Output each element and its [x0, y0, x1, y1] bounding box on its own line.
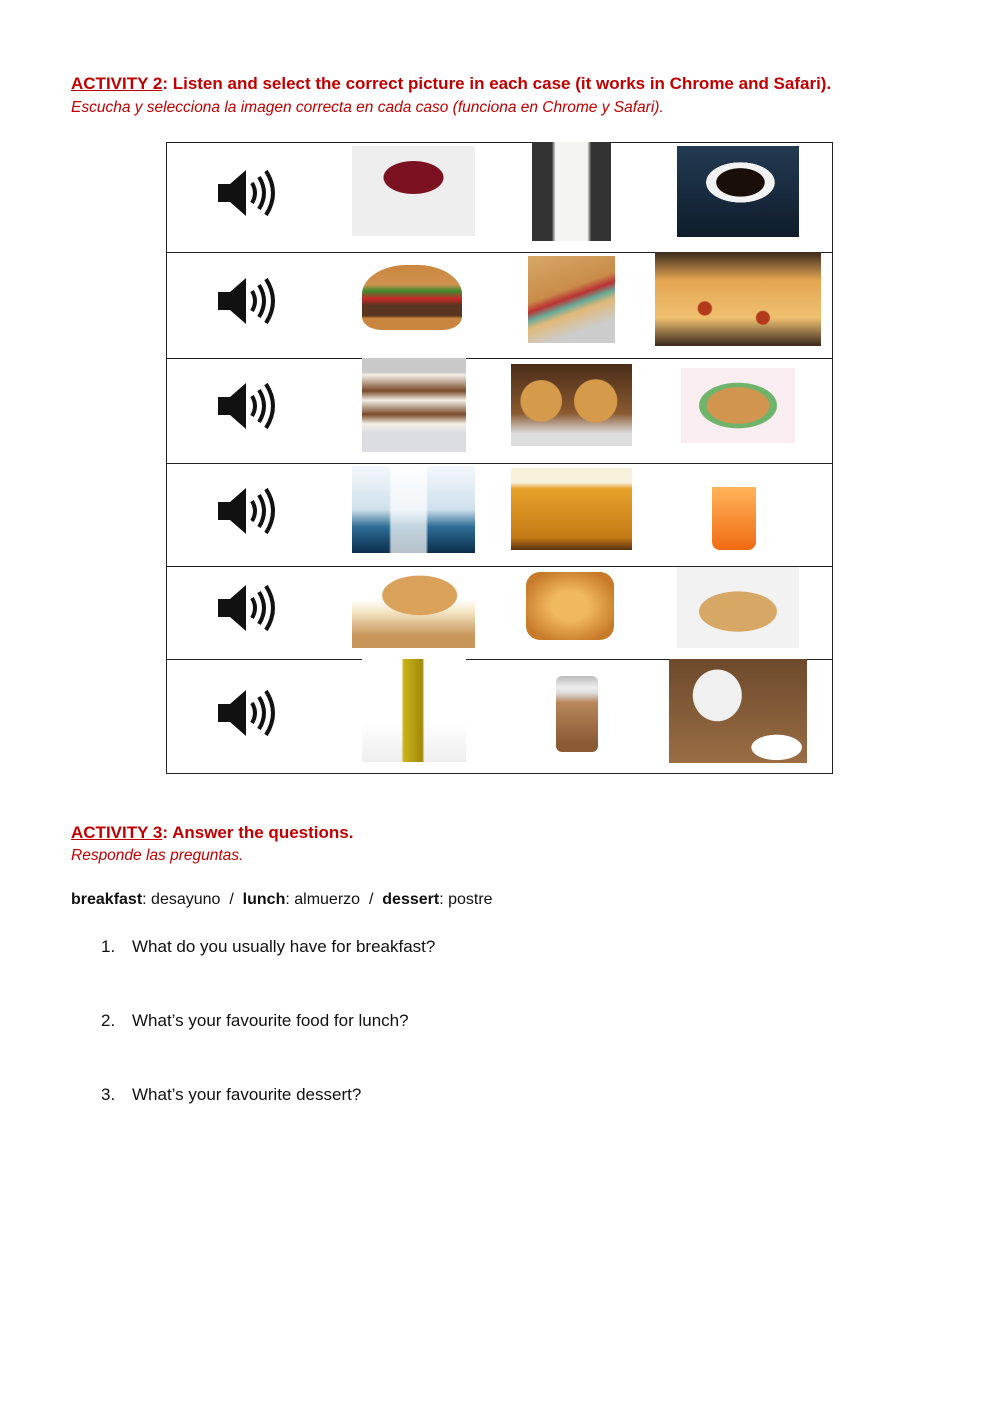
row-divider — [166, 358, 833, 359]
burger-image[interactable] — [362, 265, 462, 330]
activity-3-subtitle: Responde las preguntas. — [71, 847, 244, 864]
bread-image[interactable] — [352, 567, 475, 648]
milk-image[interactable] — [532, 142, 611, 241]
salt-shaker-image[interactable] — [556, 676, 598, 752]
water-image[interactable] — [352, 466, 475, 553]
speaker-icon[interactable] — [216, 168, 276, 218]
olive-oil-image[interactable] — [362, 659, 466, 762]
speaker-icon[interactable] — [216, 486, 276, 536]
pie-image[interactable] — [681, 368, 795, 443]
speaker-icon[interactable] — [216, 688, 276, 738]
activity-3-title: : Answer the questions. — [162, 823, 354, 842]
cake-image[interactable] — [362, 358, 466, 452]
separator: / — [229, 891, 234, 908]
question-text: What’s your favourite dessert? — [132, 1085, 362, 1104]
vocab-word: dessert — [382, 891, 440, 908]
activity-2-heading — [71, 74, 831, 94]
sandwich-image[interactable] — [528, 256, 615, 343]
question-1 — [101, 937, 436, 957]
question-number: 2. — [101, 1011, 116, 1030]
activity-3-heading — [71, 823, 353, 843]
tea-image[interactable] — [352, 146, 475, 236]
separator: / — [368, 891, 374, 908]
vocab-translation: : desayuno — [142, 891, 221, 908]
speaker-icon[interactable] — [216, 583, 276, 633]
juice-image[interactable] — [712, 487, 756, 550]
speaker-icon[interactable] — [216, 381, 276, 431]
vocab-translation: : almuerzo — [285, 891, 361, 908]
question-number: 1. — [101, 937, 116, 956]
muffins-image[interactable] — [511, 364, 632, 446]
coffee-image[interactable] — [677, 146, 799, 237]
vocab-word: breakfast — [71, 891, 143, 908]
question-text: What’s your favourite food for lunch? — [132, 1011, 409, 1030]
vocab-word: lunch — [242, 891, 286, 908]
pizza-image[interactable] — [655, 252, 821, 346]
spilled-salt-image[interactable] — [669, 659, 807, 763]
speaker-icon[interactable] — [216, 276, 276, 326]
question-2 — [101, 1011, 409, 1031]
vocab-translation: : postre — [439, 891, 493, 908]
row-divider — [166, 463, 833, 464]
activity-3-label: ACTIVITY 3 — [71, 823, 163, 842]
vocabulary-line — [71, 891, 493, 909]
biscuits-image[interactable] — [677, 567, 799, 648]
question-text: What do you usually have for breakfast? — [132, 937, 436, 956]
activity-2-title: : Listen and select the correct picture in each case (it works in Chrome and Safari). — [162, 74, 832, 93]
activity-2-label: ACTIVITY 2 — [71, 74, 163, 93]
beer-image[interactable] — [511, 468, 632, 550]
question-3 — [101, 1085, 362, 1105]
activity-2-subtitle: Escucha y selecciona la imagen correcta en cada caso (funciona en Chrome y Safari). — [71, 99, 664, 116]
toast-image[interactable] — [526, 572, 614, 640]
question-number: 3. — [101, 1085, 116, 1104]
